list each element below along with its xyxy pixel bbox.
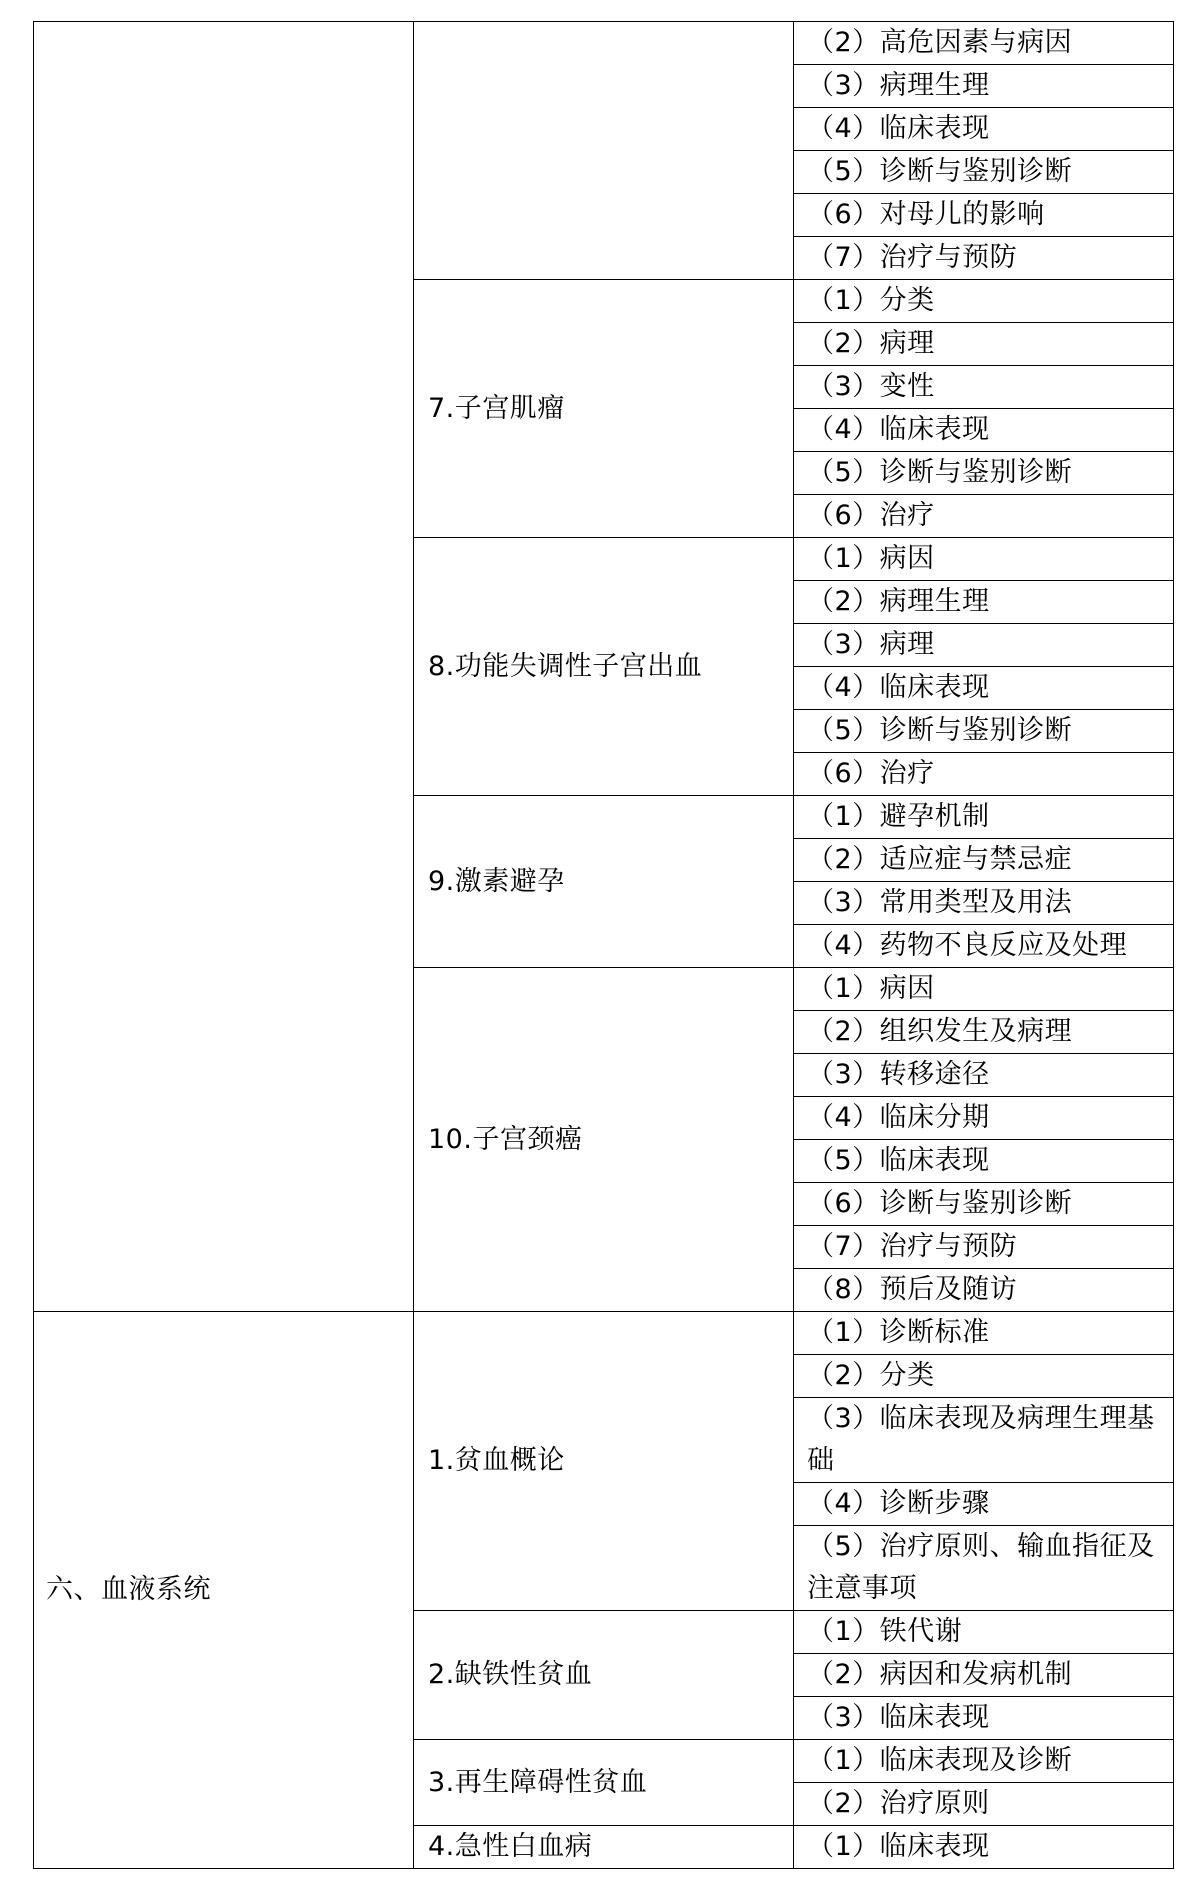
point-cell: （8）预后及随访 (794, 1269, 1174, 1312)
point-cell: （5）诊断与鉴别诊断 (794, 452, 1174, 495)
point-cell: （3）病理生理 (794, 65, 1174, 108)
topic-title-cell: 4.急性白血病 (414, 1826, 794, 1869)
point-cell: （4）临床分期 (794, 1097, 1174, 1140)
table-row (34, 22, 1174, 65)
topic-title-cell: 2.缺铁性贫血 (414, 1611, 794, 1740)
topic-title-cell: 3.再生障碍性贫血 (414, 1740, 794, 1826)
point-cell: （2）病理 (794, 323, 1174, 366)
point-cell: （2）治疗原则 (794, 1783, 1174, 1826)
point-cell: （6）治疗 (794, 495, 1174, 538)
point-cell: （6）对母儿的影响 (794, 194, 1174, 237)
point-cell: （3）变性 (794, 366, 1174, 409)
topic-title-cell: 7.子宫肌瘤 (414, 280, 794, 538)
point-cell: （2）病因和发病机制 (794, 1654, 1174, 1697)
point-cell: （7）治疗与预防 (794, 1226, 1174, 1269)
point-cell: （1）避孕机制 (794, 796, 1174, 839)
outline-body (34, 22, 1174, 1869)
topic-title-cell (414, 22, 794, 280)
point-cell: （5）诊断与鉴别诊断 (794, 710, 1174, 753)
table-row (34, 1312, 1174, 1355)
point-cell: （2）高危因素与病因 (794, 22, 1174, 65)
point-cell: （5）治疗原则、输血指征及注意事项 (794, 1526, 1174, 1611)
point-cell: （7）治疗与预防 (794, 237, 1174, 280)
section-title-cell (34, 22, 414, 1312)
point-cell: （3）病理 (794, 624, 1174, 667)
point-cell: （2）分类 (794, 1355, 1174, 1398)
point-cell: （4）临床表现 (794, 409, 1174, 452)
point-cell: （2）病理生理 (794, 581, 1174, 624)
point-cell: （4）诊断步骤 (794, 1483, 1174, 1526)
point-cell: （3）转移途径 (794, 1054, 1174, 1097)
point-cell: （5）诊断与鉴别诊断 (794, 151, 1174, 194)
point-cell: （1）诊断标准 (794, 1312, 1174, 1355)
point-cell: （4）药物不良反应及处理 (794, 925, 1174, 968)
point-cell: （1）分类 (794, 280, 1174, 323)
point-cell: （1）临床表现及诊断 (794, 1740, 1174, 1783)
point-cell: （1）铁代谢 (794, 1611, 1174, 1654)
point-cell: （4）临床表现 (794, 108, 1174, 151)
point-cell: （2）组织发生及病理 (794, 1011, 1174, 1054)
point-cell: （4）临床表现 (794, 667, 1174, 710)
syllabus-outline-table (33, 21, 1174, 1869)
point-cell: （3）临床表现 (794, 1697, 1174, 1740)
topic-title-cell: 9.激素避孕 (414, 796, 794, 968)
point-cell: （2）适应症与禁忌症 (794, 839, 1174, 882)
point-cell: （1）病因 (794, 968, 1174, 1011)
point-cell: （6）诊断与鉴别诊断 (794, 1183, 1174, 1226)
point-cell: （3）临床表现及病理生理基础 (794, 1398, 1174, 1483)
topic-title-cell: 10.子宫颈癌 (414, 968, 794, 1312)
point-cell: （5）临床表现 (794, 1140, 1174, 1183)
point-cell: （1）病因 (794, 538, 1174, 581)
topic-title-cell: 1.贫血概论 (414, 1312, 794, 1611)
point-cell: （1）临床表现 (794, 1826, 1174, 1869)
topic-title-cell: 8.功能失调性子宫出血 (414, 538, 794, 796)
point-cell: （6）治疗 (794, 753, 1174, 796)
section-title-cell: 六、血液系统 (34, 1312, 414, 1869)
point-cell: （3）常用类型及用法 (794, 882, 1174, 925)
